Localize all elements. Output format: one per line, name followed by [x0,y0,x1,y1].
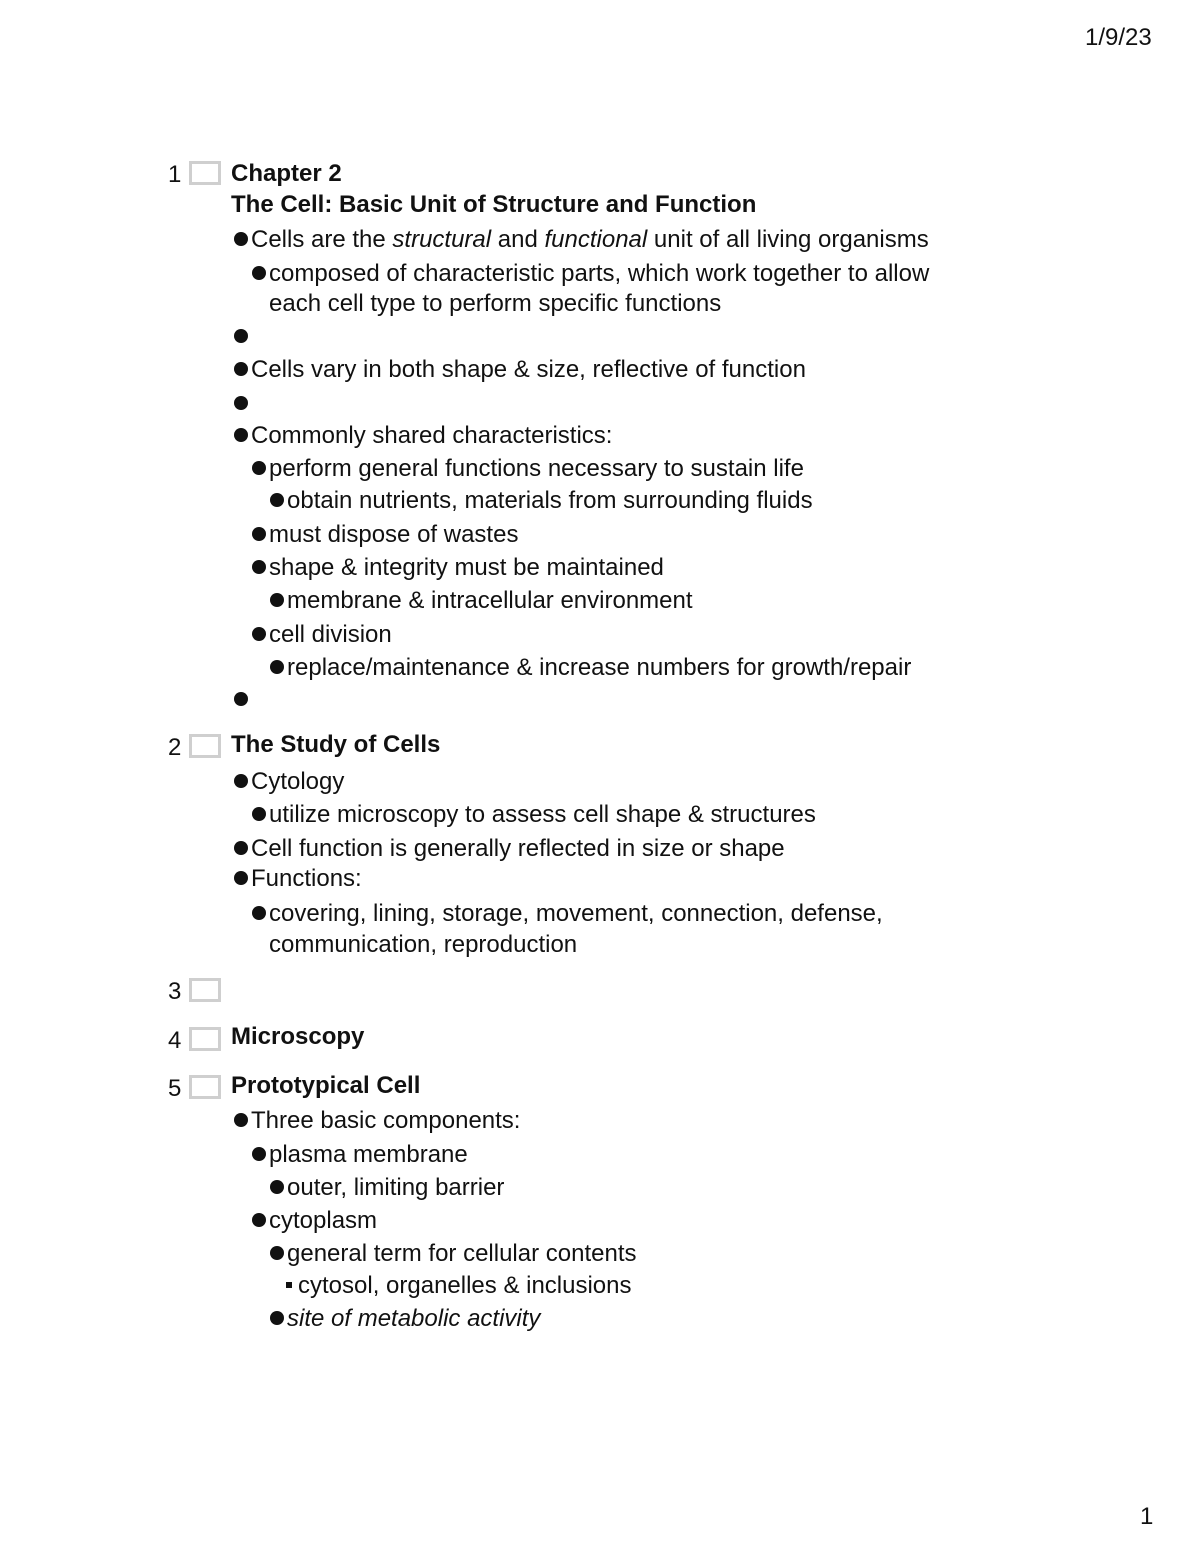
bullet-icon [234,841,248,855]
slide-title: Chapter 2 [231,160,342,187]
empty-bullet [234,390,251,418]
slide-thumbnail[interactable] [189,1027,221,1051]
bullet-icon [252,560,266,574]
slide-number: 2 [168,734,182,761]
bullet-icon [234,871,248,885]
bullet-icon [252,906,266,920]
bullet-item: Cell function is generally reflected in size or shape [234,835,785,863]
bullet-icon [234,428,248,442]
bullet-icon [252,1213,266,1227]
page-number: 1 [1140,1503,1154,1530]
bullet-icon [252,627,266,641]
bullet-icon [234,1113,248,1127]
empty-bullet [234,323,251,351]
bullet-item: obtain nutrients, materials from surrounding fluids [270,487,813,515]
bullet-icon [270,593,284,607]
bullet-item: perform general functions necessary to sustain life [252,455,804,483]
bullet-item: covering, lining, storage, movement, connection, defense, [252,900,883,928]
bullet-icon [234,396,248,410]
empty-bullet [234,686,251,714]
slide-thumbnail[interactable] [189,978,221,1002]
bullet-item: Cells are the structural and functional unit of all living organisms [234,226,929,254]
bullet-item: cytosol, organelles & inclusions [286,1272,632,1300]
slide-thumbnail[interactable] [189,1075,221,1099]
slide-number: 5 [168,1075,182,1102]
bullet-icon [252,266,266,280]
slide-thumbnail[interactable] [189,734,221,758]
slide-title: The Study of Cells [231,731,441,758]
bullet-item: utilize microscopy to assess cell shape & structures [252,801,816,829]
bullet-continuation: each cell type to perform specific functions [269,290,722,317]
bullet-icon [270,1180,284,1194]
bullet-icon [234,692,248,706]
bullet-item: outer, limiting barrier [270,1174,504,1202]
bullet-icon [252,461,266,475]
bullet-continuation: communication, reproduction [269,931,578,958]
bullet-item: membrane & intracellular environment [270,587,693,615]
bullet-item: general term for cellular contents [270,1240,637,1268]
slide-subtitle: The Cell: Basic Unit of Structure and Function [231,191,757,218]
bullet-item: cell division [252,621,392,649]
bullet-item: site of metabolic activity [270,1305,540,1333]
bullet-icon [234,774,248,788]
bullet-item: Cytology [234,768,344,796]
bullet-icon [234,362,248,376]
bullet-item: Three basic components: [234,1107,520,1135]
bullet-icon [252,1147,266,1161]
slide-title: Microscopy [231,1023,365,1050]
notes-date: 1/9/23 [1085,24,1152,51]
bullet-item: cytoplasm [252,1207,377,1235]
slide-number: 3 [168,978,182,1005]
square-bullet-icon [286,1282,292,1288]
bullet-icon [270,660,284,674]
bullet-icon [252,807,266,821]
slide-thumbnail[interactable] [189,161,221,185]
slide-number: 1 [168,161,182,188]
slide-number: 4 [168,1027,182,1054]
bullet-icon [270,1246,284,1260]
bullet-item: composed of characteristic parts, which work together to allow [252,260,929,288]
slide-title: Prototypical Cell [231,1072,421,1099]
bullet-icon [234,232,248,246]
bullet-icon [252,527,266,541]
bullet-icon [270,1311,284,1325]
bullet-icon [234,329,248,343]
bullet-item: replace/maintenance & increase numbers for growth/repair [270,654,911,682]
bullet-item: plasma membrane [252,1141,468,1169]
bullet-item: must dispose of wastes [252,521,518,549]
bullet-icon [270,493,284,507]
bullet-item: shape & integrity must be maintained [252,554,664,582]
bullet-item: Commonly shared characteristics: [234,422,612,450]
bullet-item: Cells vary in both shape & size, reflective of function [234,356,806,384]
bullet-item: Functions: [234,865,362,893]
